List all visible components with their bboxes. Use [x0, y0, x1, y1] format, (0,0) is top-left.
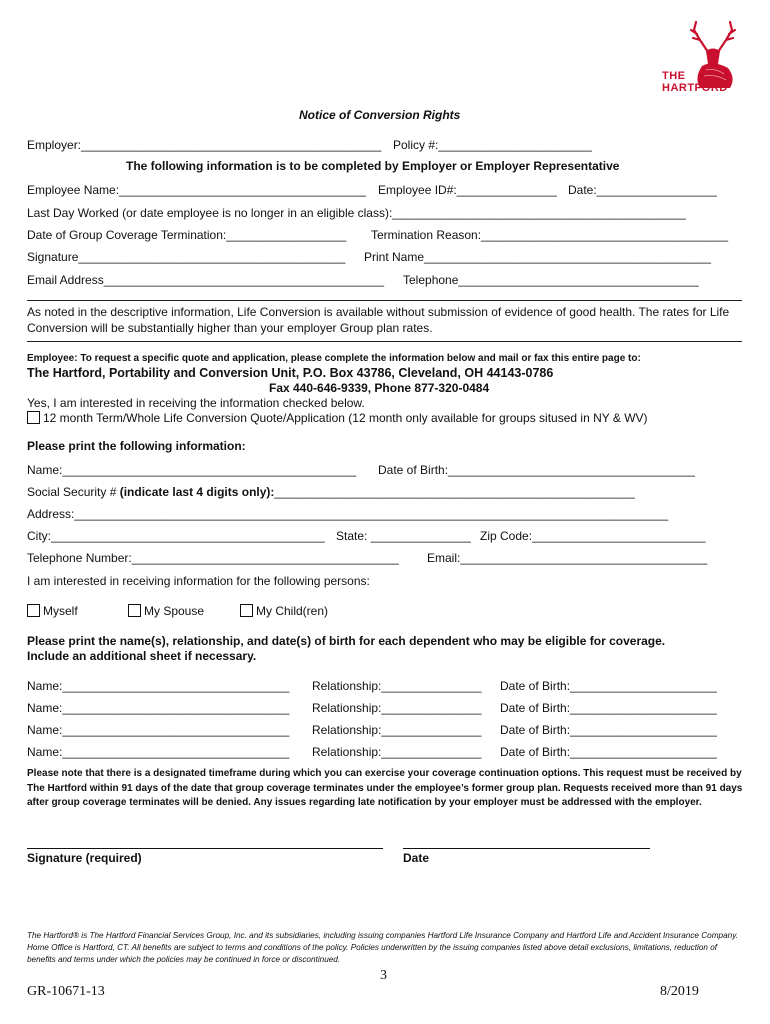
signature-field[interactable]: Signature________________________________________ — [27, 250, 346, 264]
applicant-name-field[interactable]: Name:____________________________________________ — [27, 463, 356, 477]
print-info-heading: Please print the following information: — [27, 439, 246, 453]
notice-paragraph: As noted in the descriptive information, Life Conversion is available without submission of evidence of good health. The rates for Life Conversion will be substantially higher than your employer Group plan rates. — [27, 305, 730, 335]
dependent-name-field[interactable]: Name:__________________________________ — [27, 679, 290, 693]
dependent-relationship-field[interactable]: Relationship:_______________ — [312, 745, 482, 759]
employer-section-heading: The following information is to be completed by Employer or Employer Representative — [126, 159, 620, 173]
city-field[interactable]: City:_________________________________________ — [27, 529, 325, 543]
telephone-field[interactable]: Telephone____________________________________ — [403, 273, 699, 287]
policy-field[interactable]: Policy #:_______________________ — [393, 138, 592, 152]
state-field[interactable]: State: _______________ — [336, 529, 471, 543]
logo-text-the: THE — [662, 70, 686, 82]
checkbox-children[interactable]: My Child(ren) — [240, 604, 328, 618]
page-title: Notice of Conversion Rights — [299, 108, 461, 122]
telephone-number-field[interactable]: Telephone Number:________________________________________ — [27, 551, 399, 565]
dependent-relationship-field[interactable]: Relationship:_______________ — [312, 679, 482, 693]
employee-id-field[interactable]: Employee ID#:_______________ — [378, 183, 557, 197]
spouse-checkbox[interactable] — [128, 604, 141, 617]
date-label: Date — [403, 851, 430, 865]
form-number: GR-10671-13 — [27, 984, 105, 999]
conversion-quote-checkbox[interactable] — [27, 411, 40, 424]
hartford-logo — [650, 18, 760, 100]
dependent-dob-field[interactable]: Date of Birth:______________________ — [500, 701, 717, 715]
signature-label: Signature (required) — [27, 851, 142, 865]
date-line[interactable] — [403, 848, 650, 849]
employee-name-field[interactable]: Employee Name:_____________________________________ — [27, 183, 366, 197]
zip-field[interactable]: Zip Code:__________________________ — [480, 529, 706, 543]
dependents-subheading: Include an additional sheet if necessary. — [27, 649, 257, 663]
revision-date: 8/2019 — [660, 984, 699, 999]
section-divider — [27, 300, 742, 301]
myself-checkbox[interactable] — [27, 604, 40, 617]
dependent-dob-field[interactable]: Date of Birth:______________________ — [500, 745, 717, 759]
dependent-relationship-field[interactable]: Relationship:_______________ — [312, 701, 482, 715]
ssn-field[interactable]: Social Security # (indicate last 4 digits only):______________________________________________________ — [27, 485, 635, 499]
timeframe-note: Please note that there is a designated timeframe during which you can exercise your coverage continuation options. This request must be received by The Hartford within 91 days of the date that group coverage terminates under the employee’s former group plan. Requests received more than 91 days after group coverage terminates will be denied. Any issues regarding late notification by your employer must be addressed with the employer. — [27, 768, 743, 808]
disclaimer: The Hartford® is The Hartford Financial Services Group, Inc. and its subsidiaries, including issuing companies Hartford Life Insurance Company and Hartford Life and Accident Insurance Company. Home Office is Hartford, CT. All benefits are subject to terms and conditions of the policy. Policies underwritten by the issuing companies listed above detail exclusions, limitations, reduction of benefits and terms under which the policies may be continued in force or discontinued. — [27, 931, 738, 964]
employee-instruction: Employee: To request a specific quote and application, please complete the information below and mail or fax this entire page to: — [27, 353, 641, 364]
yes-interested-line: Yes, I am interested in receiving the information checked below. — [27, 396, 365, 410]
dependents-heading: Please print the name(s), relationship, and date(s) of birth for each dependent who may be eligible for coverage. — [27, 634, 666, 648]
termination-reason-field[interactable]: Termination Reason:_____________________________________ — [371, 228, 728, 242]
dependent-name-field[interactable]: Name:__________________________________ — [27, 701, 290, 715]
dependent-relationship-field[interactable]: Relationship:_______________ — [312, 723, 482, 737]
logo-text-hartford: HARTFORD — [662, 82, 728, 94]
section-divider — [27, 341, 742, 342]
address-field[interactable]: Address:_________________________________________________________________________________________ — [27, 507, 669, 521]
checkbox-spouse[interactable]: My Spouse — [128, 604, 204, 618]
dependent-name-field[interactable]: Name:__________________________________ — [27, 723, 290, 737]
interested-persons-line: I am interested in receiving information for the following persons: — [27, 574, 370, 588]
signature-line[interactable] — [27, 848, 383, 849]
applicant-dob-field[interactable]: Date of Birth:_____________________________________ — [378, 463, 695, 477]
last-day-worked-field[interactable]: Last Day Worked (or date employee is no longer in an eligible class):____________________________________________ — [27, 206, 686, 220]
mailing-address: The Hartford, Portability and Conversion Unit, P.O. Box 43786, Cleveland, OH 44143-0786 — [27, 366, 554, 380]
date-field[interactable]: Date:__________________ — [568, 183, 717, 197]
coverage-termination-date-field[interactable]: Date of Group Coverage Termination:__________________ — [27, 228, 347, 242]
conversion-quote-option[interactable]: 12 month Term/Whole Life Conversion Quote/Application (12 month only available for groups sitused in NY & WV) — [27, 411, 648, 425]
print-name-field[interactable]: Print Name___________________________________________ — [364, 250, 711, 264]
email-address-field[interactable]: Email Address__________________________________________ — [27, 273, 384, 287]
page-number: 3 — [380, 968, 387, 983]
employer-field[interactable]: Employer:_____________________________________________ — [27, 138, 382, 152]
fax-phone: Fax 440-646-9339, Phone 877-320-0484 — [269, 381, 490, 395]
dependent-dob-field[interactable]: Date of Birth:______________________ — [500, 723, 717, 737]
applicant-email-field[interactable]: Email:_____________________________________ — [427, 551, 708, 565]
children-checkbox[interactable] — [240, 604, 253, 617]
checkbox-myself[interactable]: Myself — [27, 604, 78, 618]
dependent-dob-field[interactable]: Date of Birth:______________________ — [500, 679, 717, 693]
dependent-name-field[interactable]: Name:__________________________________ — [27, 745, 290, 759]
